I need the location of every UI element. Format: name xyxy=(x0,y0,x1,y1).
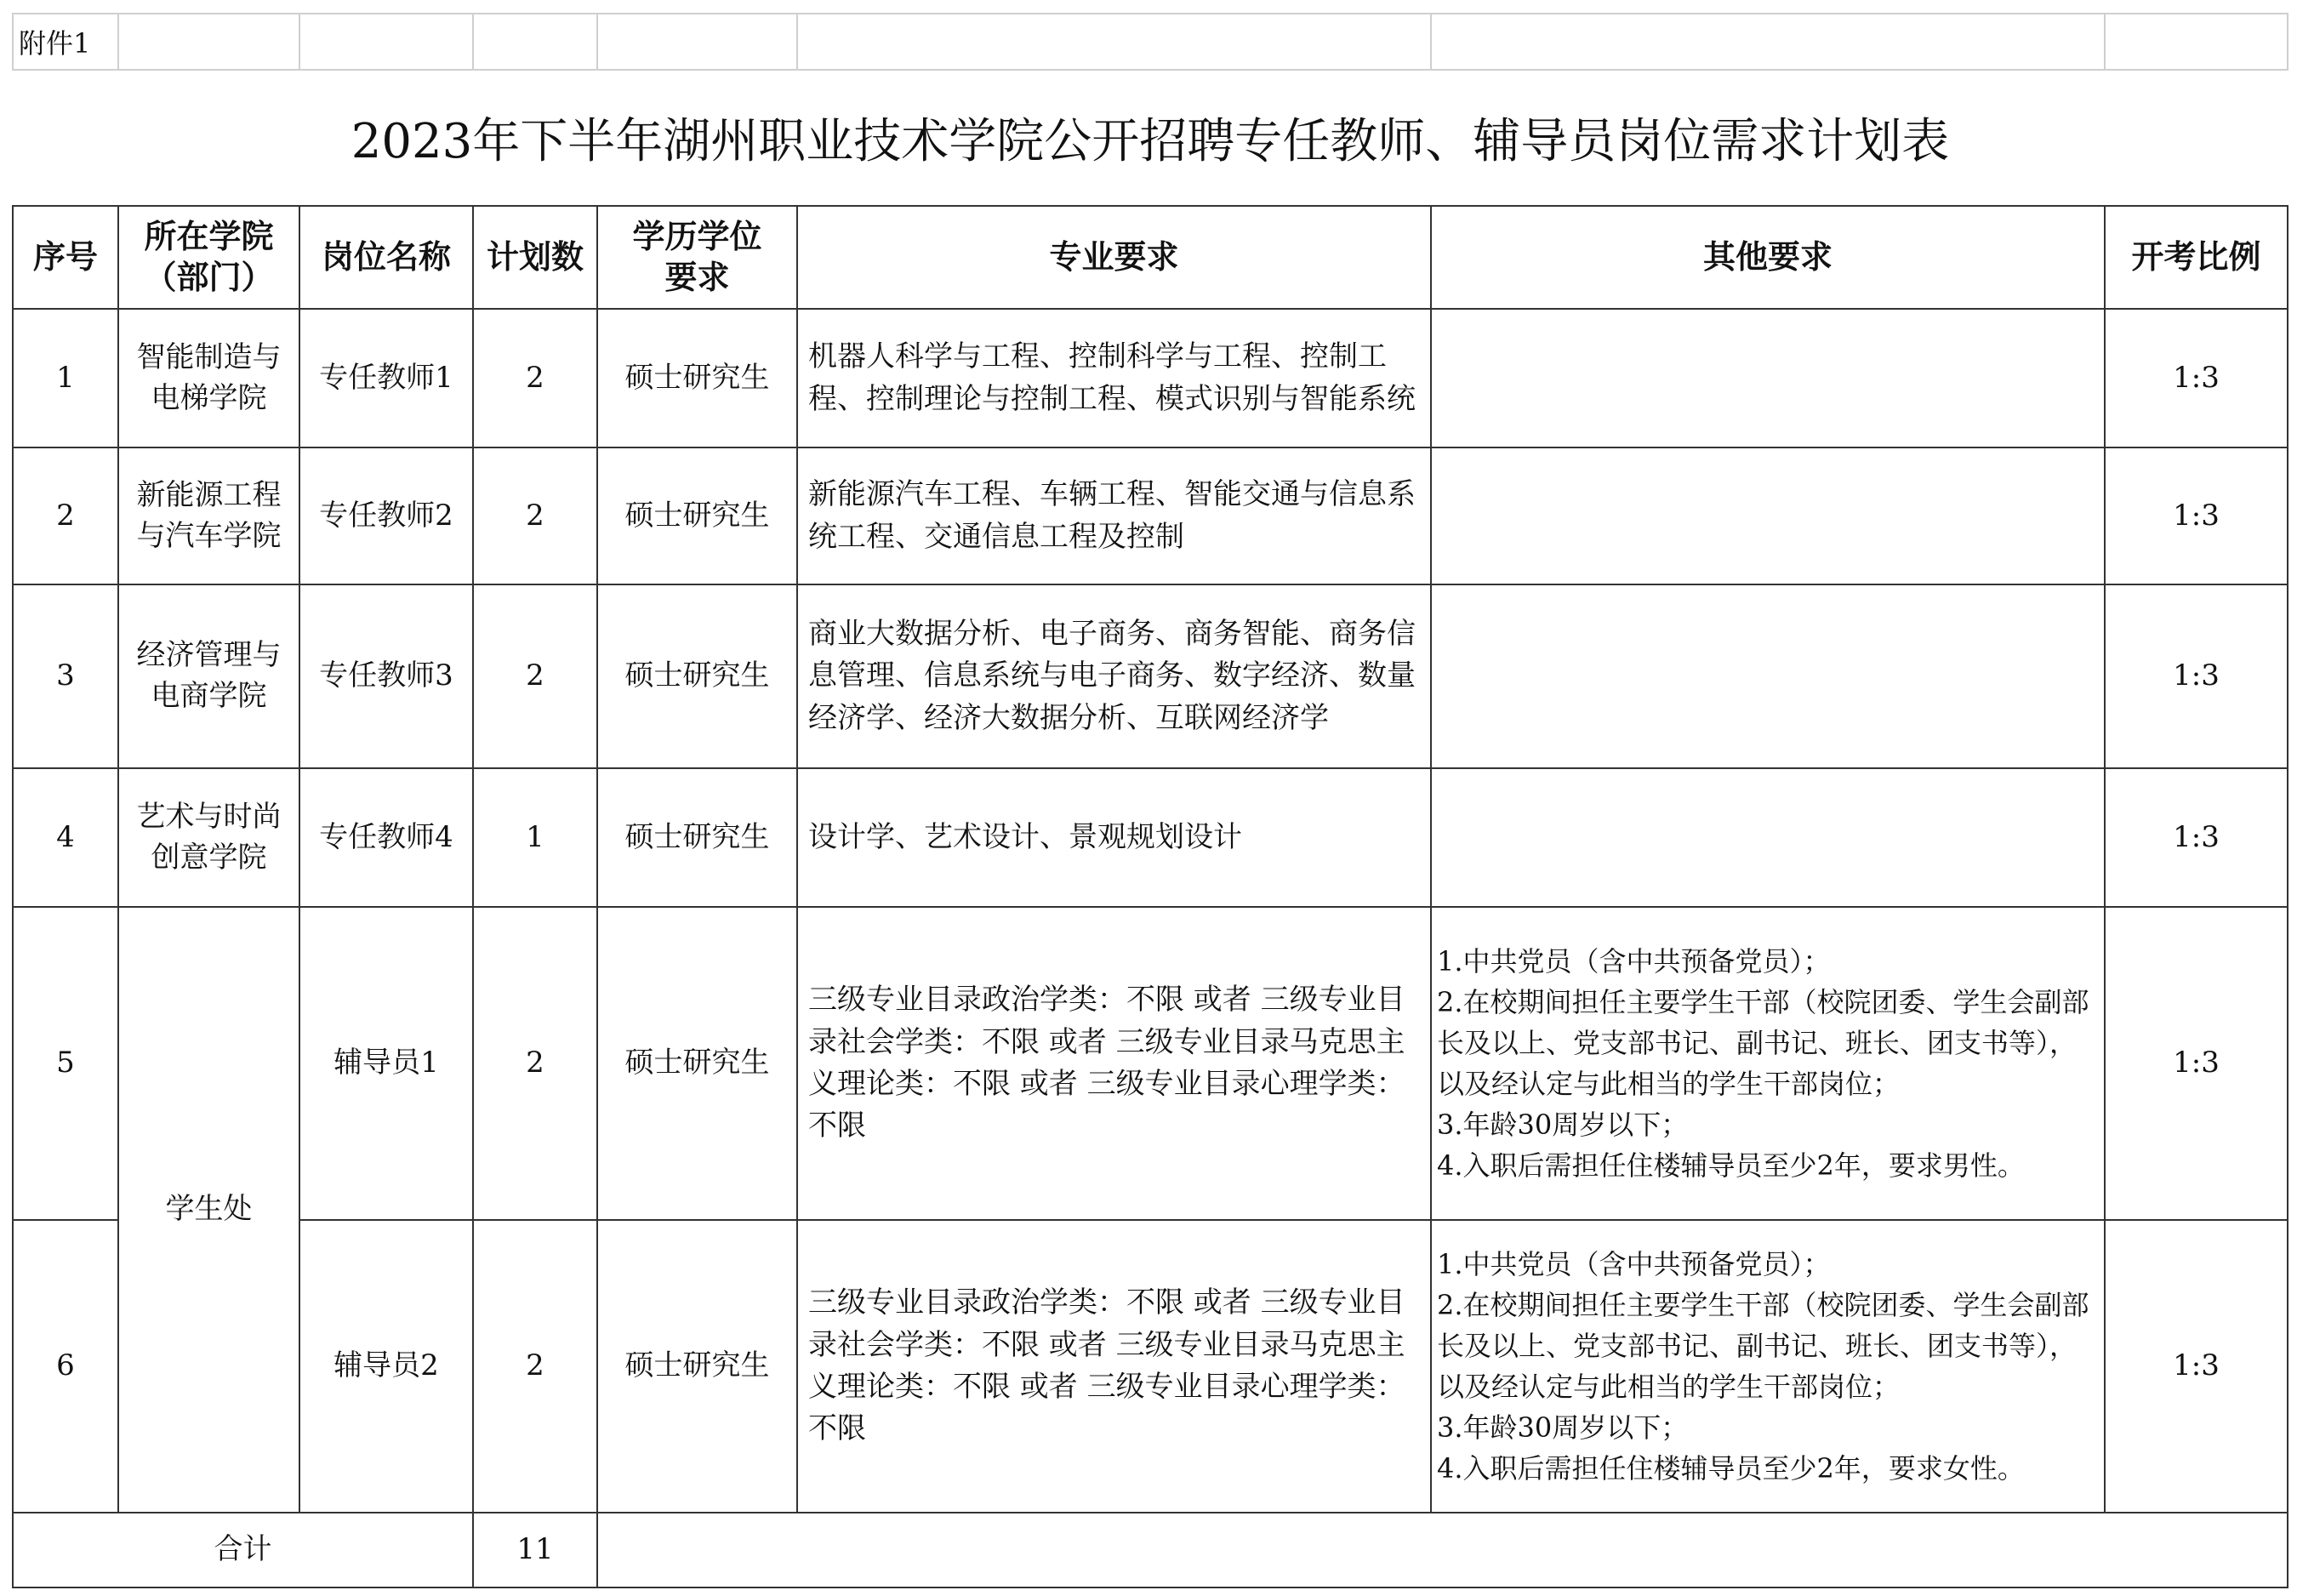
position-cell[interactable]: 专任教师2 xyxy=(299,447,473,584)
seq-cell[interactable]: 6 xyxy=(13,1220,118,1513)
other-line: 4.入职后需担任住楼辅导员至少2年，要求女性。 xyxy=(1437,1452,2025,1485)
table-row xyxy=(13,768,2288,907)
header-seq[interactable]: 序号 xyxy=(13,206,118,309)
other-line: 4.入职后需担任住楼辅导员至少2年，要求男性。 xyxy=(1437,1149,2025,1182)
education-cell[interactable]: 硕士研究生 xyxy=(597,1220,797,1513)
total-label[interactable]: 合计 xyxy=(13,1513,473,1587)
other-line: 2.在校期间担任主要学生干部（校院团委、学生会副部长及以上、党支部书记、副书记、班长、团支书等），以及经认定与此相当的学生干部岗位； xyxy=(1437,986,2089,1100)
header-ratio[interactable]: 开考比例 xyxy=(2105,206,2288,309)
major-cell[interactable]: 设计学、艺术设计、景观规划设计 xyxy=(797,768,1431,907)
seq-cell[interactable]: 5 xyxy=(13,907,118,1220)
seq-cell[interactable]: 3 xyxy=(13,584,118,768)
other-cell[interactable] xyxy=(1431,447,2105,584)
position-cell[interactable]: 辅导员2 xyxy=(299,1220,473,1513)
education-cell[interactable]: 硕士研究生 xyxy=(597,309,797,447)
education-cell[interactable]: 硕士研究生 xyxy=(597,907,797,1220)
college-cell[interactable]: 经济管理与电商学院 xyxy=(118,584,299,768)
header-education[interactable]: 学历学位 要求 xyxy=(597,206,797,309)
header-count[interactable]: 计划数 xyxy=(473,206,597,309)
empty-cell[interactable] xyxy=(118,14,299,70)
table-row xyxy=(13,309,2288,447)
annex-row xyxy=(13,14,2288,70)
seq-cell[interactable]: 1 xyxy=(13,309,118,447)
table-row xyxy=(13,447,2288,584)
empty-cell[interactable] xyxy=(1431,14,2105,70)
other-cell[interactable] xyxy=(1431,584,2105,768)
header-major[interactable]: 专业要求 xyxy=(797,206,1431,309)
college-cell[interactable]: 智能制造与电梯学院 xyxy=(118,309,299,447)
empty-cell[interactable] xyxy=(2105,14,2288,70)
count-cell[interactable]: 2 xyxy=(473,309,597,447)
education-cell[interactable]: 硕士研究生 xyxy=(597,768,797,907)
header-position[interactable]: 岗位名称 xyxy=(299,206,473,309)
other-line: 2.在校期间担任主要学生干部（校院团委、学生会副部长及以上、党支部书记、副书记、班长、团支书等），以及经认定与此相当的学生干部岗位； xyxy=(1437,1289,2089,1403)
total-row xyxy=(13,1513,2288,1587)
count-cell[interactable]: 2 xyxy=(473,907,597,1220)
other-cell[interactable] xyxy=(1431,907,2105,1220)
ratio-cell[interactable]: 1:3 xyxy=(2105,584,2288,768)
position-cell[interactable]: 专任教师3 xyxy=(299,584,473,768)
total-count[interactable]: 11 xyxy=(473,1513,597,1587)
education-cell[interactable]: 硕士研究生 xyxy=(597,584,797,768)
count-cell[interactable]: 1 xyxy=(473,768,597,907)
college-cell[interactable]: 学生处 xyxy=(118,907,299,1513)
count-cell[interactable]: 2 xyxy=(473,1220,597,1513)
other-line: 1.中共党员（含中共预备党员）； xyxy=(1437,1248,1831,1280)
other-line: 3.年龄30周岁以下； xyxy=(1437,1411,1689,1444)
annex-label[interactable]: 附件1 xyxy=(13,14,118,70)
seq-cell[interactable]: 4 xyxy=(13,768,118,907)
education-cell[interactable]: 硕士研究生 xyxy=(597,447,797,584)
table-row xyxy=(13,907,2288,1220)
ratio-cell[interactable]: 1:3 xyxy=(2105,768,2288,907)
college-cell[interactable]: 艺术与时尚创意学院 xyxy=(118,768,299,907)
empty-cell[interactable] xyxy=(597,14,797,70)
other-cell[interactable] xyxy=(1431,768,2105,907)
major-cell[interactable]: 商业大数据分析、电子商务、商务智能、商务信息管理、信息系统与电子商务、数字经济、数量经济学、经济大数据分析、互联网经济学 xyxy=(797,584,1431,768)
college-cell[interactable]: 新能源工程与汽车学院 xyxy=(118,447,299,584)
recruitment-plan-table xyxy=(12,13,2288,1588)
major-cell[interactable]: 机器人科学与工程、控制科学与工程、控制工程、控制理论与控制工程、模式识别与智能系统 xyxy=(797,309,1431,447)
other-line: 3.年龄30周岁以下； xyxy=(1437,1109,1689,1141)
header-row xyxy=(13,206,2288,309)
other-line: 1.中共党员（含中共预备党员）； xyxy=(1437,945,1831,978)
count-cell[interactable]: 2 xyxy=(473,447,597,584)
title-row xyxy=(13,70,2288,206)
major-cell[interactable]: 新能源汽车工程、车辆工程、智能交通与信息系统工程、交通信息工程及控制 xyxy=(797,447,1431,584)
empty-cell[interactable] xyxy=(299,14,473,70)
major-cell[interactable]: 三级专业目录政治学类：不限 或者 三级专业目录社会学类：不限 或者 三级专业目录马克思主义理论类：不限 或者 三级专业目录心理学类：不限 xyxy=(797,1220,1431,1513)
other-cell[interactable] xyxy=(1431,1220,2105,1513)
ratio-cell[interactable]: 1:3 xyxy=(2105,1220,2288,1513)
position-cell[interactable]: 辅导员1 xyxy=(299,907,473,1220)
table-row xyxy=(13,1220,2288,1513)
position-cell[interactable]: 专任教师1 xyxy=(299,309,473,447)
empty-cell[interactable] xyxy=(473,14,597,70)
major-cell[interactable]: 三级专业目录政治学类：不限 或者 三级专业目录社会学类：不限 或者 三级专业目录马克思主义理论类：不限 或者 三级专业目录心理学类：不限 xyxy=(797,907,1431,1220)
ratio-cell[interactable]: 1:3 xyxy=(2105,447,2288,584)
ratio-cell[interactable]: 1:3 xyxy=(2105,309,2288,447)
other-cell[interactable] xyxy=(1431,309,2105,447)
header-college[interactable]: 所在学院 （部门） xyxy=(118,206,299,309)
header-other[interactable]: 其他要求 xyxy=(1431,206,2105,309)
position-cell[interactable]: 专任教师4 xyxy=(299,768,473,907)
table-row xyxy=(13,584,2288,768)
count-cell[interactable]: 2 xyxy=(473,584,597,768)
page-title[interactable]: 2023年下半年湖州职业技术学院公开招聘专任教师、辅导员岗位需求计划表 xyxy=(13,70,2288,206)
empty-cell[interactable] xyxy=(797,14,1431,70)
seq-cell[interactable]: 2 xyxy=(13,447,118,584)
total-empty-cell[interactable] xyxy=(597,1513,2288,1587)
ratio-cell[interactable]: 1:3 xyxy=(2105,907,2288,1220)
